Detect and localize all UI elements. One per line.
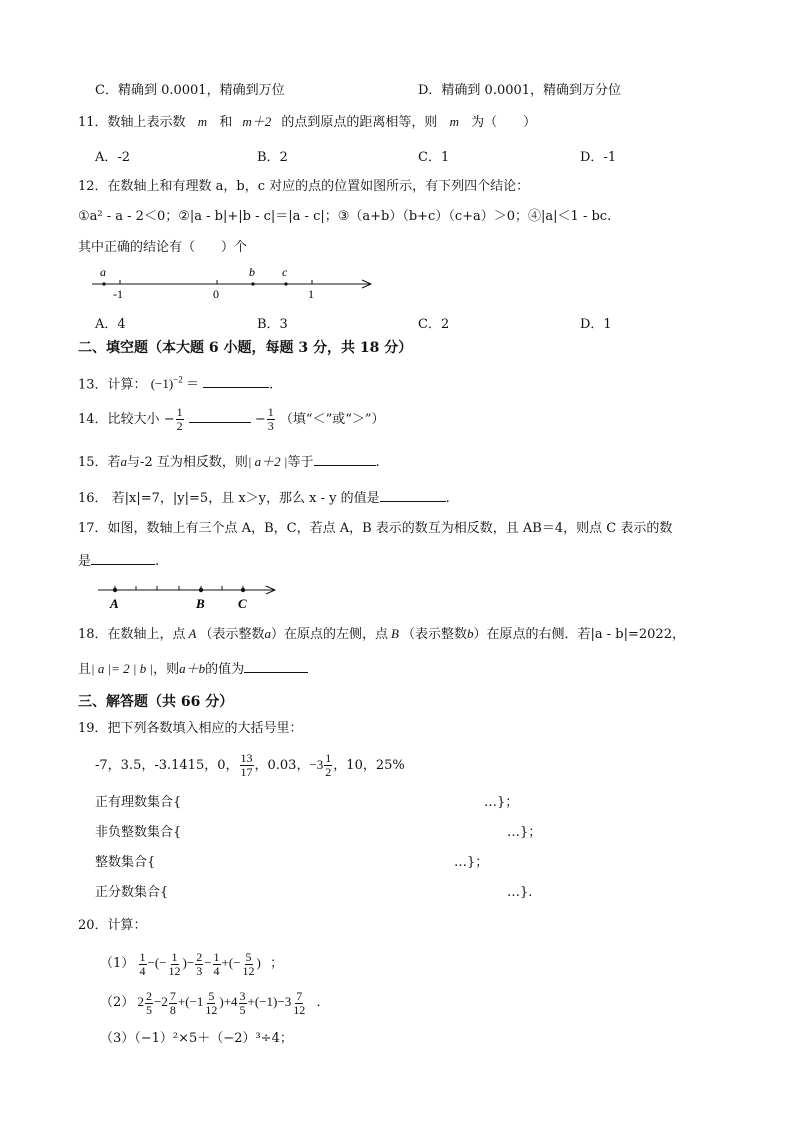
q11-text-a: 11．数轴上表示数 [78, 115, 186, 130]
q17-point-a [113, 588, 117, 592]
q20-p2-f3-den: 12 [205, 1002, 218, 1017]
q17-label-c: C [238, 596, 247, 611]
q20-p1-f2-num: 1 [171, 949, 178, 964]
q10-option-d: D．精确到 0.0001，精确到万分位 [418, 83, 622, 98]
q14-minus-1: − [163, 412, 175, 427]
q13-period: . [269, 377, 274, 393]
q18-sum-expr: a＋b [179, 661, 206, 676]
q12-option-b: B．3 [257, 317, 288, 332]
q13-answer-blank[interactable] [203, 374, 269, 388]
q19-f2-den: 2 [325, 765, 332, 779]
q17-point-b [199, 588, 203, 592]
q14-note: （填“＜”或“＞”） [279, 412, 385, 427]
q19-nums-c: ，10，25% [333, 758, 405, 773]
q17-point-c [241, 588, 245, 592]
q18-text-b: （表示整数 [199, 627, 265, 642]
q19-fraction-1-2 [324, 752, 332, 779]
q19-nums-a: -7，3.5，-3.1415，0， [95, 758, 239, 773]
q19-nums-b: ，0.03， [254, 758, 310, 773]
q12-point-c [284, 282, 287, 285]
q20-p1-op: )− [182, 955, 195, 970]
q11-stem [78, 113, 536, 132]
q12-number-line [88, 262, 378, 304]
q11-option-a: A．-2 [95, 150, 131, 165]
q12-option-a: A．4 [95, 317, 126, 332]
q20-p1-f5-num: 5 [245, 949, 252, 964]
q20-p2-end: ． [316, 995, 330, 1010]
q18-text-c: ）在原点的左侧，点 [271, 627, 389, 642]
q20-p2-f2-num: 7 [169, 988, 176, 1003]
q17-ticks [115, 586, 243, 590]
q20-p1-f1-num: 1 [139, 949, 146, 964]
q18-text-h: 的值为 [205, 662, 245, 677]
q19-stem: 19．把下列各数填入相应的大括号里： [78, 721, 303, 736]
q18-answer-blank[interactable] [244, 659, 308, 673]
q19-set-positive-rational-end: …}； [484, 795, 519, 810]
q19-set-nonneg-integer-label: 非负整数集合{ [95, 825, 182, 840]
q20-p1-f2-den: 12 [168, 963, 181, 978]
q12-tick-label: 1 [308, 287, 314, 301]
q20-p2-whole: 2 [137, 994, 145, 1009]
q20-p2-f1-den: 5 [146, 1002, 153, 1017]
q13-equals: ＝ [186, 376, 200, 392]
q20-p2-frac [169, 990, 177, 1017]
q16-line [78, 488, 450, 508]
q12-conclusions: ①a² - a - 2＜0；②|a - b|+|b - c|＝|a - c|；③（a+b）（b+c）（c+a）＞0；④|a|＜1 - bc. [78, 209, 612, 224]
q18-line-1 [78, 625, 685, 644]
q18-line-2 [78, 659, 308, 679]
q20-p1-frac [195, 951, 203, 978]
q13-expr [151, 376, 199, 391]
q11-var-m3: m [449, 114, 459, 129]
q11-option-d: D．-1 [580, 150, 617, 165]
q15-line [78, 452, 380, 472]
q20-stem: 20．计算： [78, 918, 147, 933]
q20-p2-number: （2） [100, 995, 135, 1010]
q20-p1-frac [242, 951, 256, 978]
q14-minus-2: − [254, 412, 266, 427]
q20-p2-f3-num: 5 [208, 988, 215, 1003]
q20-p1-f4-den: 4 [213, 963, 220, 978]
q12-point-a [102, 282, 105, 285]
q20-p2-f5-den: 12 [293, 1002, 306, 1017]
q20-part-1 [100, 946, 283, 981]
q20-part-3: （3）（−1）²×5＋（−2）³÷4； [100, 1031, 293, 1046]
q14-fraction-2 [267, 406, 275, 433]
q15-var-a: a [120, 454, 128, 469]
q20-p2-frac [145, 990, 153, 1017]
q19-fraction-13-17 [240, 752, 254, 779]
q12-option-d: D．1 [580, 317, 612, 332]
q19-set-integer-label: 整数集合{ [95, 855, 156, 870]
q19-set-nonneg-integer-end: …}； [507, 825, 542, 840]
q17-number-line [94, 580, 284, 614]
q11-text-c: 为（ ） [471, 115, 537, 130]
q15-text-a: 15．若 [78, 455, 121, 470]
q20-p2-op: +(−1 [177, 994, 204, 1009]
q18-point-a: A [188, 626, 197, 641]
section-3-heading: 三、解答题（共 66 分） [78, 694, 234, 710]
q20-p2-op: −2 [154, 994, 168, 1009]
q15-answer-blank[interactable] [314, 452, 376, 466]
q20-part-2 [100, 985, 329, 1020]
q20-p1-frac [168, 951, 182, 978]
q20-p2-f1-num: 2 [146, 988, 153, 1003]
q19-mixed-whole: −3 [309, 757, 324, 772]
q20-p2-f4-num: 3 [239, 988, 246, 1003]
q11-text-b: 的点到原点的距离相等，则 [281, 115, 438, 130]
q10-option-c: C．精确到 0.0001，精确到万位 [95, 83, 285, 98]
q19-numbers [95, 748, 405, 783]
q18-condition: | a |= 2 | b | [91, 661, 154, 676]
q19-set-positive-fraction-label: 正分数集合{ [95, 885, 169, 900]
q20-p2-f5-num: 7 [296, 988, 303, 1003]
q20-p2-frac [292, 990, 306, 1017]
q14-fraction-1 [176, 406, 184, 433]
q18-text-a: 18．在数轴上，点 [78, 627, 186, 642]
q19-f2-num: 1 [325, 751, 332, 765]
q20-p2-frac [204, 990, 218, 1017]
q11-text-and: 和 [219, 115, 233, 130]
q17-answer-blank[interactable] [91, 551, 155, 565]
q19-set-positive-fraction-end: …}. [507, 885, 533, 900]
q20-p1-end: ； [270, 956, 284, 971]
q20-p1-f3-den: 3 [196, 963, 203, 978]
q20-p1-frac [139, 951, 147, 978]
q19-f1-den: 17 [240, 765, 253, 779]
q20-p1-op: +(− [221, 955, 241, 970]
q20-p1-f3-num: 2 [196, 949, 203, 964]
q17-line-1: 17．如图，数轴上有三个点 A，B，C，若点 A，B 表示的数互为相反数，且 AB＝4，则点 C 表示的数 [78, 521, 673, 536]
q20-p1-f4-num: 1 [213, 949, 220, 964]
q18-var-b: b [467, 626, 474, 641]
q19-f1-num: 13 [240, 751, 253, 765]
q14-f2-num: 1 [267, 405, 274, 419]
q20-p1-op: −(− [147, 955, 167, 970]
q18-point-b: B [391, 626, 399, 641]
q13-line [78, 371, 273, 394]
q13-base: (−1) [150, 376, 174, 392]
q14-answer-blank[interactable] [189, 409, 251, 423]
q14-line [78, 403, 385, 437]
q11-var-m2: m＋2 [242, 114, 272, 129]
q18-text-e: ）在原点的右侧．若|a - b|=2022， [473, 627, 685, 642]
q20-p1-frac [213, 951, 221, 978]
q20-p2-f4-den: 5 [239, 1002, 246, 1017]
q20-p1-op: − [204, 955, 212, 970]
q12-letter-a: a [100, 265, 106, 279]
q15-text-c: 等于 [287, 455, 314, 470]
q11-option-b: B．2 [257, 150, 288, 165]
q18-var-a: a [264, 626, 272, 641]
q16-text: 16． 若|x|=7，|y|=5，且 x＞y，那么 x - y 的值是 [78, 491, 380, 506]
q12-stem: 12．在数轴上和有理数 a，b，c 对应的点的位置如图所示，有下列四个结论： [78, 179, 530, 194]
q12-question: 其中正确的结论有（ ）个 [78, 240, 248, 255]
q16-answer-blank[interactable] [380, 488, 446, 502]
q12-point-b [251, 282, 254, 285]
q17-label-a: A [110, 596, 119, 611]
q20-p2-frac [239, 990, 247, 1017]
q12-letter-b: b [249, 265, 255, 279]
q17-period: . [155, 554, 160, 569]
q12-letter-c: c [282, 265, 288, 279]
q14-f1-den: 2 [176, 419, 183, 433]
q11-option-c: C．1 [418, 150, 450, 165]
q20-p2-op: +(−1)−3 [247, 994, 292, 1009]
q13-exponent: −2 [173, 375, 183, 385]
q14-f2-den: 3 [267, 419, 274, 433]
q14-f1-num: 1 [176, 405, 183, 419]
q17-line-2 [78, 551, 159, 571]
q20-p2-f2-den: 8 [169, 1002, 176, 1017]
q20-p2-op: )+4 [219, 994, 238, 1009]
q19-set-positive-rational-label: 正有理数集合{ [95, 795, 182, 810]
q15-abs-expr: | a＋2 | [247, 454, 288, 469]
q12-option-c: C．2 [418, 317, 450, 332]
q17-text: 是 [78, 554, 92, 569]
q11-var-m: m [197, 114, 208, 129]
q20-p1-f1-den: 4 [139, 963, 146, 978]
q17-label-b: B [196, 596, 205, 611]
q16-period: . [445, 491, 450, 506]
q18-text-d: （表示整数 [401, 627, 467, 642]
q15-period: . [375, 455, 380, 470]
q14-label: 14．比较大小 [78, 412, 160, 427]
q12-tick-label: -1 [113, 287, 123, 301]
q20-p1-number: （1） [100, 956, 135, 971]
q12-tick-label: 0 [213, 287, 219, 301]
q20-p1-f5-den: 12 [242, 963, 255, 978]
q18-text-g: ，则 [153, 662, 180, 677]
q15-text-b: 与-2 互为相反数，则 [127, 455, 248, 470]
q18-text-f: 且 [78, 662, 92, 677]
q20-p1-op: ) [256, 955, 261, 970]
q19-set-integer-end: …}； [454, 855, 489, 870]
section-2-heading: 二、填空题（本大题 6 小题，每题 3 分，共 18 分） [78, 340, 413, 356]
q13-label: 13．计算： [78, 377, 147, 393]
